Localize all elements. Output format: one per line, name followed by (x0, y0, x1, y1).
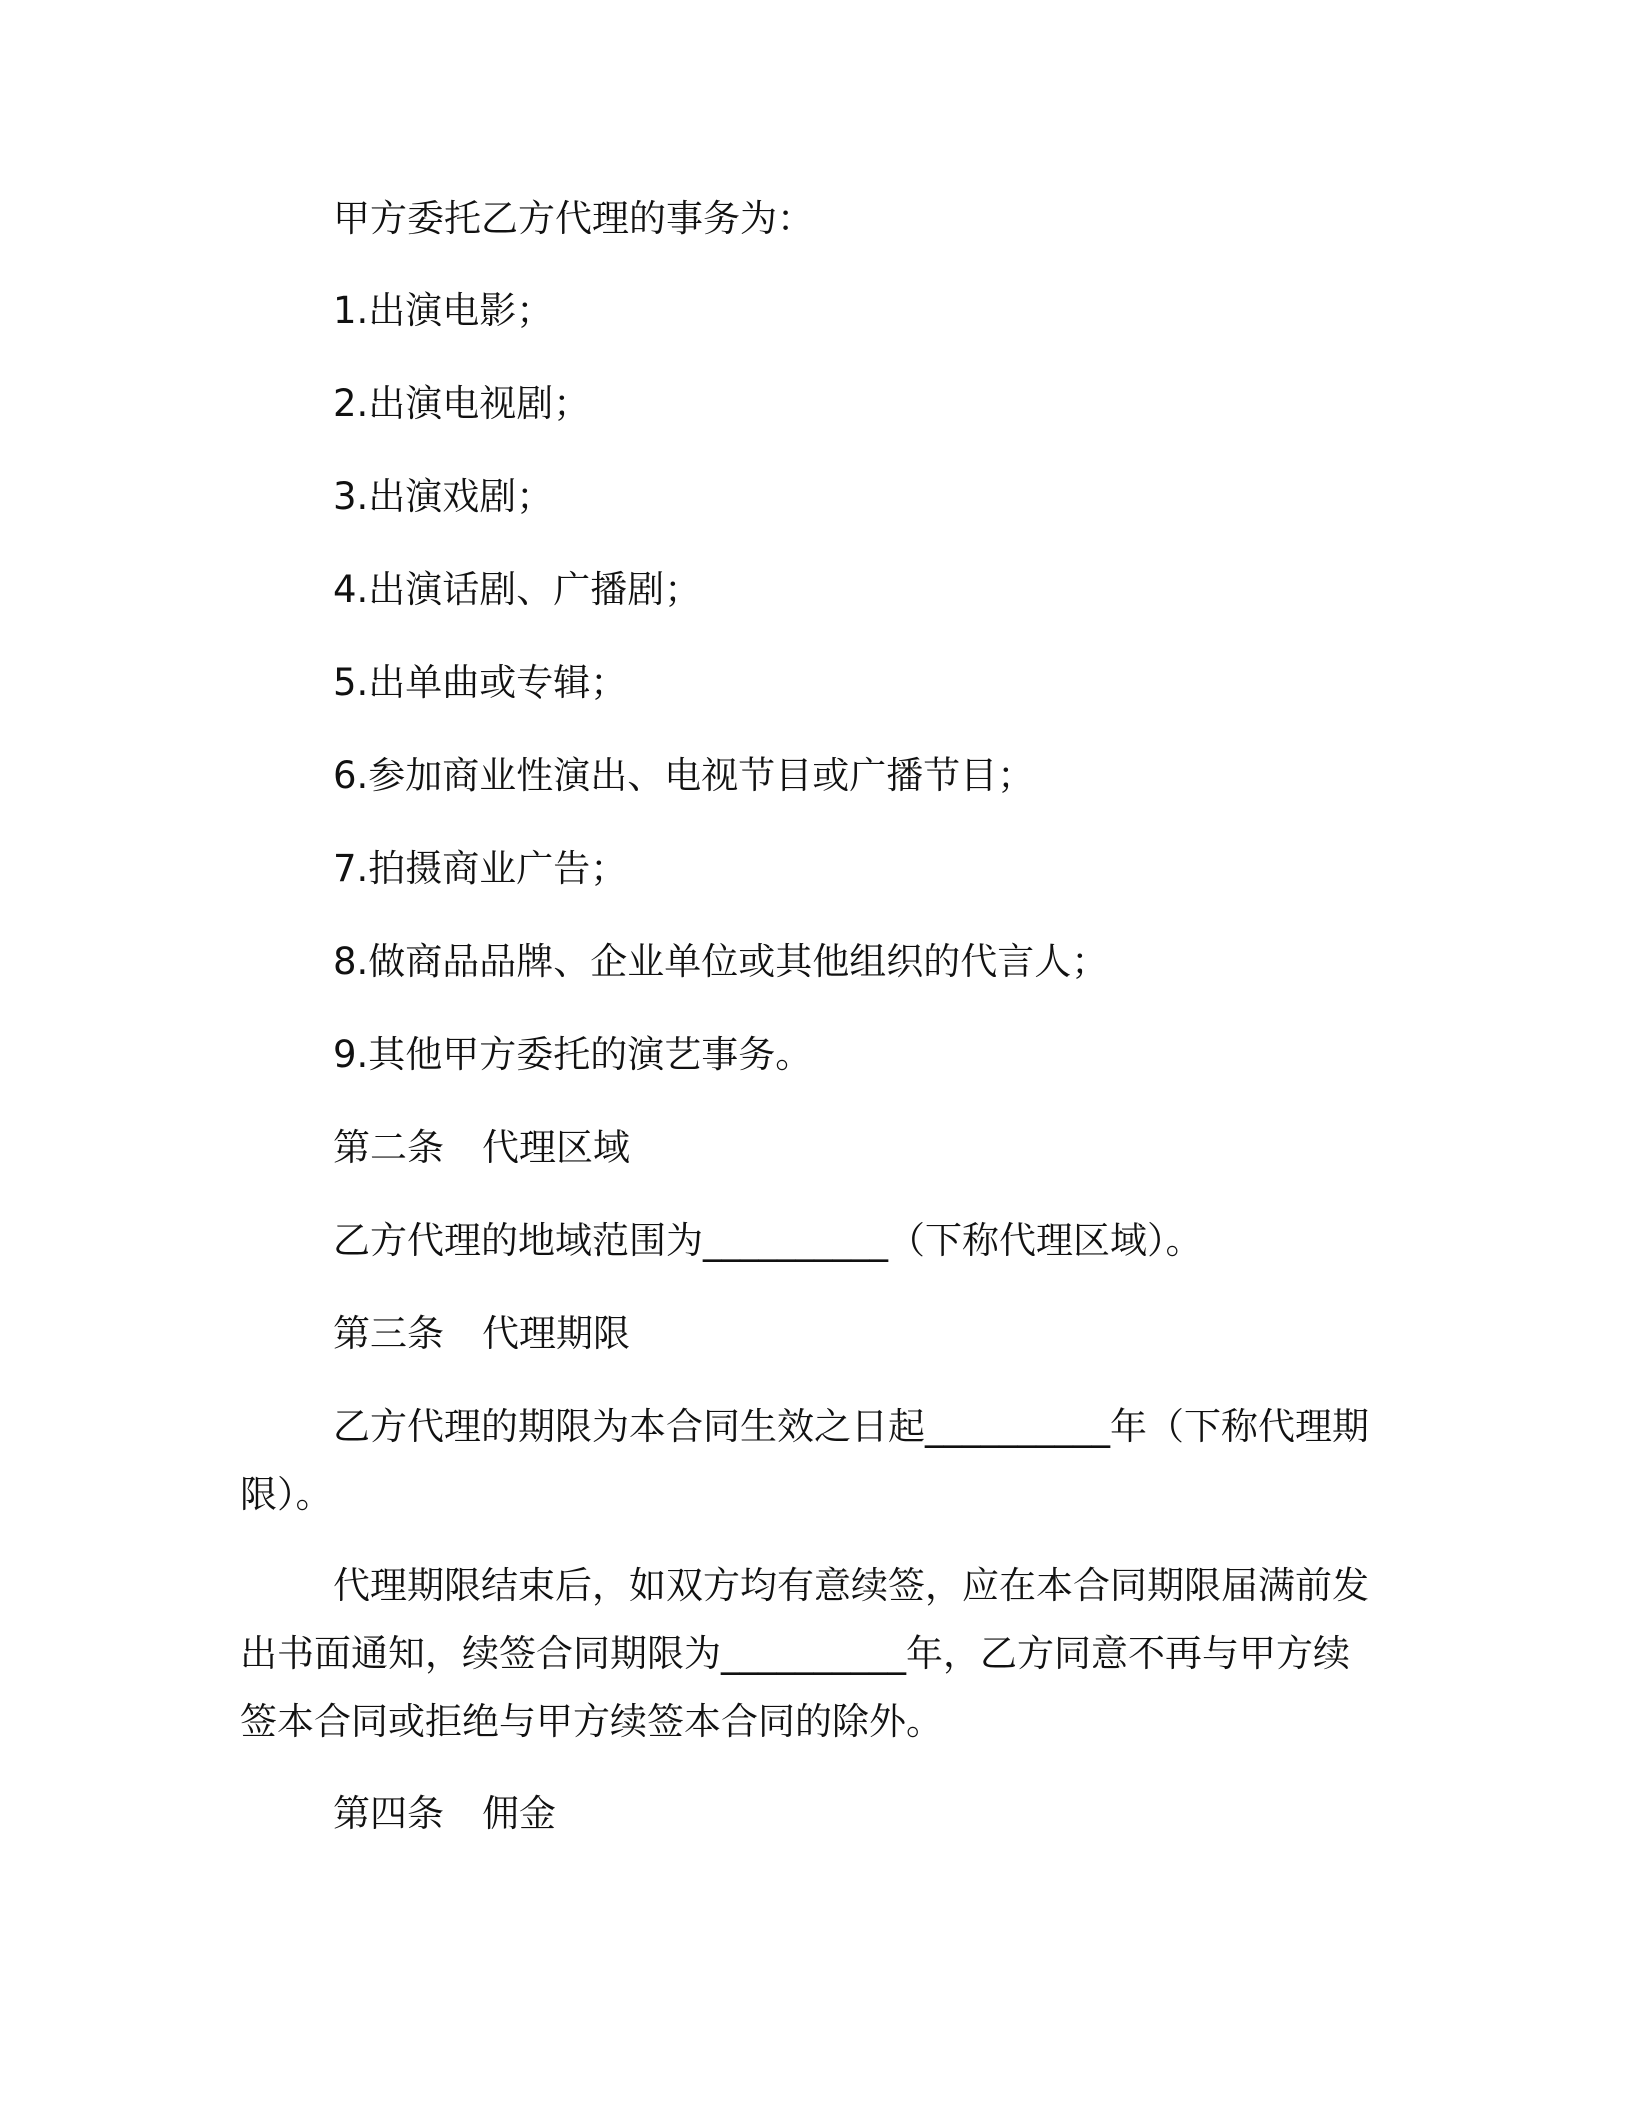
list-item: 9.其他甲方委托的演艺事务。 (333, 1033, 813, 1076)
article-3-paragraph-2-line-2: 出书面通知，续签合同期限为__________年，乙方同意不再与甲方续 (240, 1632, 1350, 1675)
article-3-title: 代理期限 (482, 1312, 630, 1355)
list-item: 6.参加商业性演出、电视节目或广播节目； (333, 754, 1035, 797)
list-item: 4.出演话剧、广播剧； (333, 568, 702, 611)
article-3-paragraph-1-line-2: 限）。 (240, 1473, 333, 1516)
intro-text: 甲方委托乙方代理的事务为： (333, 197, 814, 240)
article-3-paragraph-2-line-1: 代理期限结束后，如双方均有意续签，应在本合同期限届满前发 (333, 1564, 1369, 1607)
article-3-paragraph-1-line-1: 乙方代理的期限为本合同生效之日起__________年（下称代理期 (333, 1405, 1369, 1448)
article-2-number: 第二条 (333, 1126, 444, 1169)
article-2-heading (333, 1125, 630, 1171)
article-4-heading (333, 1791, 556, 1837)
article-4-title: 佣金 (482, 1792, 556, 1835)
list-item: 8.做商品品牌、企业单位或其他组织的代言人； (333, 940, 1109, 983)
list-item: 5.出单曲或专辑； (333, 661, 628, 704)
article-4-number: 第四条 (333, 1792, 444, 1835)
article-2-title: 代理区域 (482, 1126, 630, 1169)
article-3-paragraph-2-line-3: 签本合同或拒绝与甲方续签本合同的除外。 (240, 1700, 943, 1743)
article-2-text: 乙方代理的地域范围为__________（下称代理区域）。 (333, 1219, 1203, 1262)
list-item: 2.出演电视剧； (333, 382, 591, 425)
list-item: 3.出演戏剧； (333, 475, 554, 518)
list-item: 1.出演电影； (333, 289, 554, 332)
list-item: 7.拍摄商业广告； (333, 847, 628, 890)
article-3-heading (333, 1311, 630, 1357)
article-3-number: 第三条 (333, 1312, 444, 1355)
